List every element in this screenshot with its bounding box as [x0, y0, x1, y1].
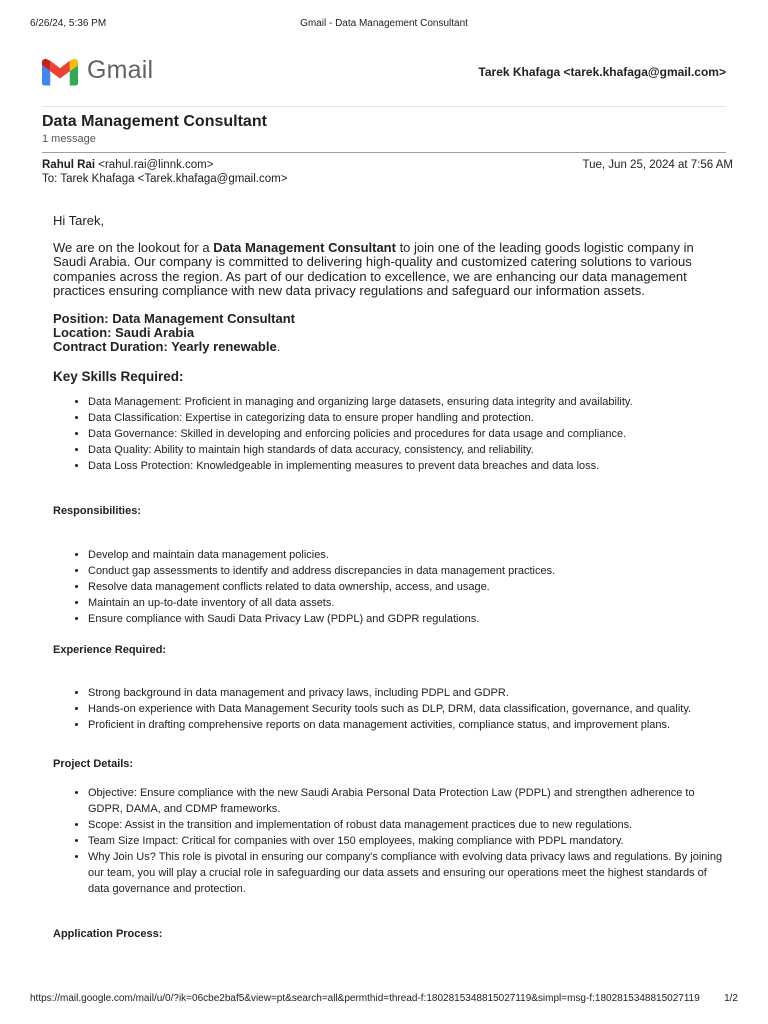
print-datetime: 6/26/24, 5:36 PM: [30, 18, 107, 29]
experience-list: [53, 685, 730, 733]
message-body: [53, 214, 730, 941]
list-item: • Conduct gap assessments to identify and address discrepancies in data management practices.: [88, 563, 730, 579]
message-count: 1 message: [42, 133, 96, 145]
page-number: 1/2: [724, 993, 738, 1004]
print-header: [30, 18, 738, 32]
list-item: • Resolve data management conflicts related to data ownership, access, and usage.: [88, 579, 730, 595]
message-date: Tue, Jun 25, 2024 at 7:56 AM: [582, 159, 733, 171]
thread-subject: Data Management Consultant: [42, 113, 267, 130]
location-line: Location: Saudi Arabia: [53, 324, 195, 340]
list-item: • Why Join Us? This role is pivotal in ensuring our company's compliance with evolving data privacy laws and regulations. By joining our team, you will play a crucial role in safeguarding our data assets and ensuring our operations meet the highest standards of data governance and protection.: [88, 849, 730, 897]
recipient: To: Tarek Khafaga <Tarek.khafaga@gmail.com>: [42, 173, 288, 185]
position-line: Position: Data Management Consultant: [53, 310, 295, 326]
gmail-wordmark: Gmail: [87, 56, 154, 84]
list-item: • Develop and maintain data management policies.: [88, 547, 730, 563]
key-skills-heading: Key Skills Required:: [53, 368, 184, 384]
list-item: • Maintain an up-to-date inventory of all data assets.: [88, 595, 730, 611]
list-item: • Data Quality: Ability to maintain high standards of data accuracy, consistency, and reliability.: [88, 442, 730, 458]
list-item: • Scope: Assist in the transition and implementation of robust data management practices due to new regulations.: [88, 817, 730, 833]
responsibilities-list: [53, 547, 730, 627]
intro-pre: We are on the lookout for a: [53, 239, 214, 255]
list-item: • Strong background in data management and privacy laws, including PDPL and GDPR.: [88, 685, 730, 701]
sender: [42, 159, 213, 171]
gmail-m-icon: [42, 58, 78, 86]
list-item: • Proficient in drafting comprehensive reports on data management activities, compliance status, and improvement plans.: [88, 717, 730, 733]
print-title: Gmail - Data Management Consultant: [300, 18, 468, 29]
project-heading: Project Details:: [53, 758, 134, 770]
sender-email[interactable]: <rahul.rai@linnk.com>: [98, 159, 214, 171]
responsibilities-heading: Responsibilities:: [53, 505, 142, 517]
experience-heading: Experience Required:: [53, 643, 167, 656]
list-item: • Data Management: Proficient in managing and organizing large datasets, ensuring data integrity and availability.: [88, 394, 730, 410]
position-details: [53, 312, 730, 354]
intro-paragraph: [53, 241, 730, 299]
account-email: Tarek Khafaga <tarek.khafaga@gmail.com>: [478, 65, 726, 79]
sender-name: Rahul Rai: [42, 159, 96, 171]
intro-bold: Data Management Consultant: [213, 239, 396, 255]
key-skills-list: [53, 394, 730, 474]
logo-row: [42, 56, 726, 90]
contract-period: .: [276, 338, 281, 354]
application-heading: Application Process:: [53, 927, 163, 940]
intro-post: to join one of the leading goods logistic company in Saudi Arabia. Our company is committed to delivering high-quality and customized catering solutions to various companies across the region. As part of our dedication to excellence, we are enhancing our data management practices ensuring compliance with new data privacy regulations and safeguard our information assets.: [53, 239, 694, 298]
list-item: • Data Loss Protection: Knowledgeable in implementing measures to prevent data breaches and data loss.: [88, 458, 730, 474]
list-item: • Data Governance: Skilled in developing and enforcing policies and procedures for data usage and compliance.: [88, 426, 730, 442]
list-item: • Objective: Ensure compliance with the new Saudi Arabia Personal Data Protection Law (PDPL) and strengthen adherence to GDPR, DAMA, and CDMP frameworks.: [88, 785, 730, 817]
list-item: • Team Size Impact: Critical for companies with over 150 employees, making compliance with PDPL mandatory.: [88, 833, 730, 849]
list-item: • Ensure compliance with Saudi Data Privacy Law (PDPL) and GDPR regulations.: [88, 611, 730, 627]
greeting: Hi Tarek,: [53, 213, 105, 228]
divider: [42, 152, 726, 153]
page-url: https://mail.google.com/mail/u/0/?ik=06cbe2baf5&view=pt&search=all&permthid=thread-f:1802815348815027119&simpl=msg-f:1802815348815027119: [30, 993, 700, 1004]
project-list: [53, 785, 730, 897]
list-item: • Data Classification: Expertise in categorizing data to ensure proper handling and protection.: [88, 410, 730, 426]
print-footer: [30, 993, 738, 1007]
list-item: • Hands-on experience with Data Management Security tools such as DLP, DRM, data classification, governance, and quality.: [88, 701, 730, 717]
divider: [42, 106, 726, 107]
contract-line: Contract Duration: Yearly renewable: [53, 338, 277, 354]
